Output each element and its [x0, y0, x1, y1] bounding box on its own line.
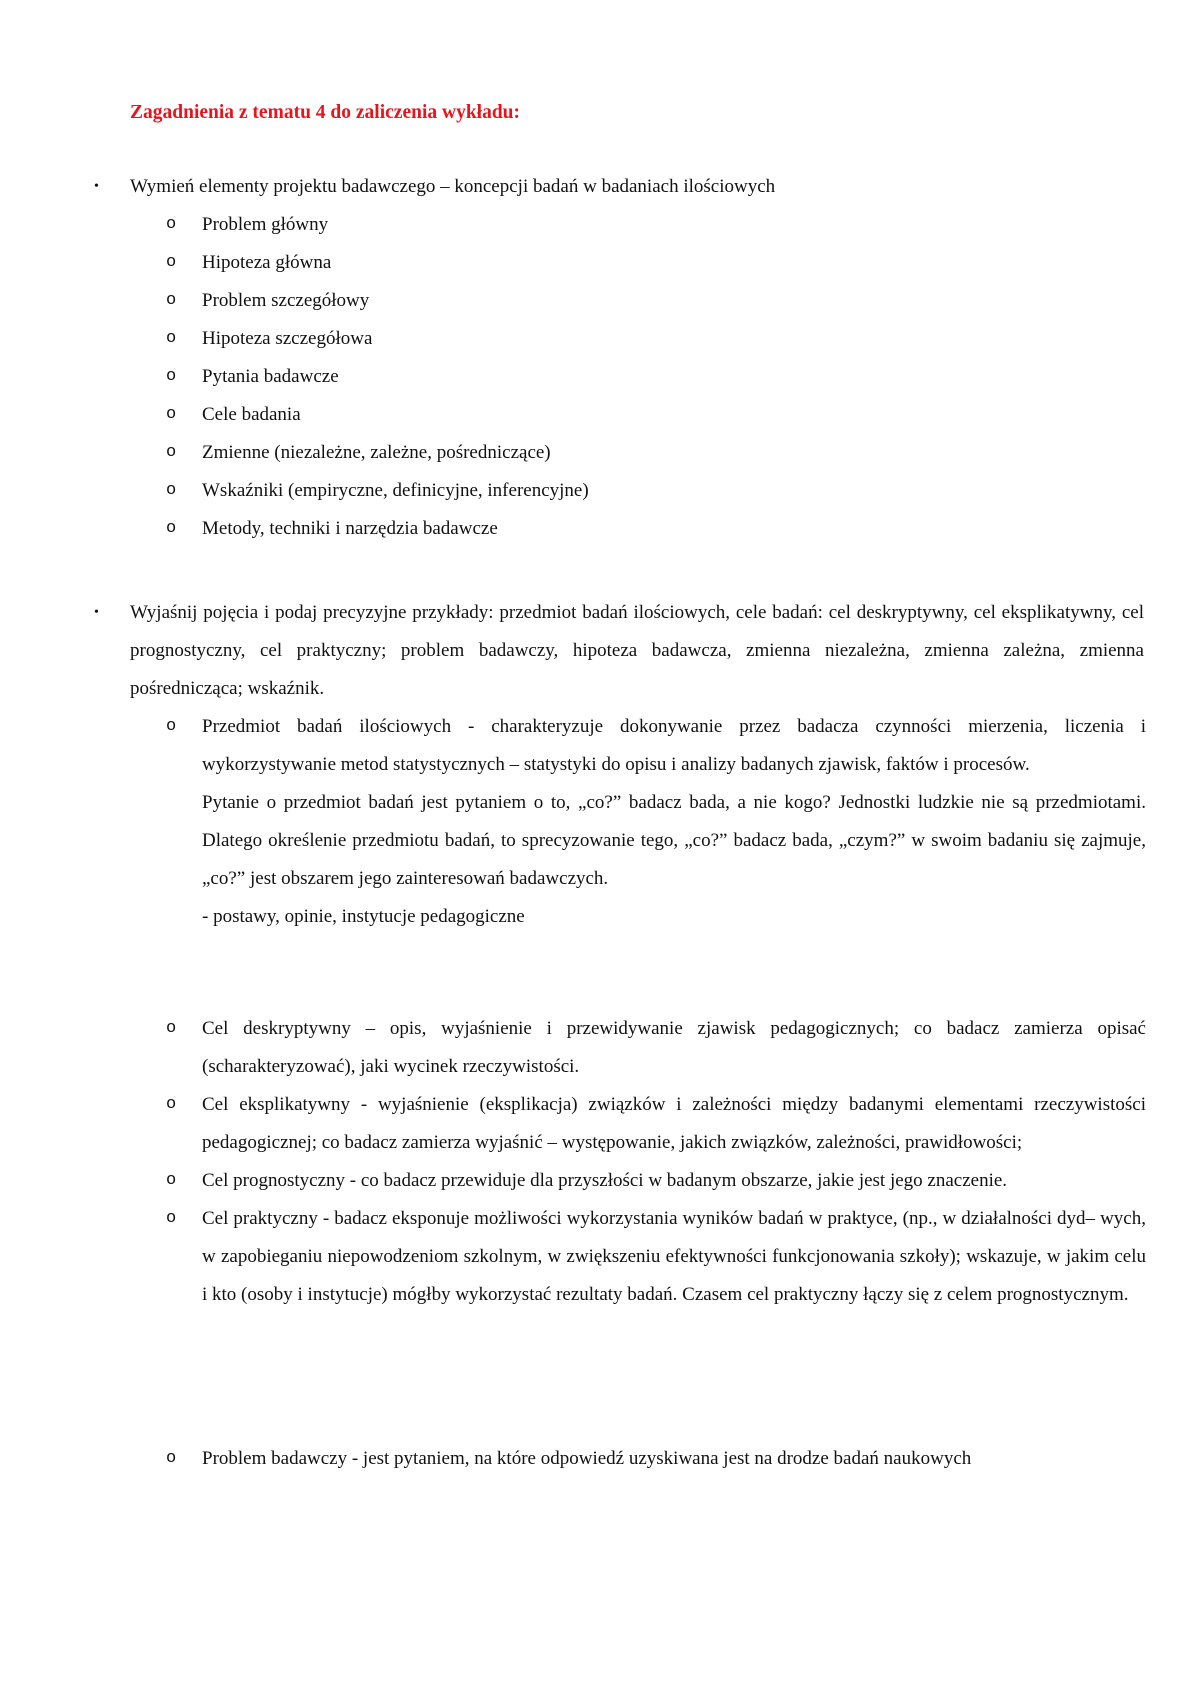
- sublist-item-problem: [166, 1440, 1146, 1478]
- page-title: Zagadnienia z tematu 4 do zaliczenia wykładu:: [130, 102, 521, 123]
- sublist-item: [166, 206, 1146, 244]
- przedmiot-paragraph: Pytanie o przedmiot badań jest pytaniem o to, „co?” badacz bada, a nie kogo? Jednostki ludzkie nie są przedmiotami. Dlatego określenie przedmiotu badań, to sprecyzowanie tego, „co?” badacz bada, „czym?” w swoim badaniu się zajmuje, „co?” jest obszarem jego zainteresowań badawczych.: [202, 792, 1146, 889]
- cel-deskryptywny-text: Cel deskryptywny – opis, wyjaśnienie i przewidywanie zjawisk pedagogicznych; co badacz zamierza opisać (scharakteryzować), jaki wycinek rzeczywistości.: [202, 1018, 1146, 1077]
- sublist-item: [166, 434, 1146, 472]
- sublist-item: [166, 320, 1146, 358]
- przedmiot-example: - postawy, opinie, instytucje pedagogiczne: [202, 906, 525, 927]
- sublist-item: [166, 282, 1146, 320]
- sub-marker: o: [166, 481, 177, 500]
- sublist-item: [166, 358, 1146, 396]
- sublist-item-cel: [166, 1010, 1146, 1086]
- sublist-item: [166, 244, 1146, 282]
- sub-marker: o: [166, 443, 177, 462]
- sub-marker: o: [166, 329, 177, 348]
- sublist-item-text: Cele badania: [202, 404, 301, 425]
- sublist-item: [166, 396, 1146, 434]
- sublist-item-przedmiot: [166, 708, 1146, 784]
- sublist-item-text: Problem główny: [202, 214, 329, 235]
- sub-marker: o: [166, 1209, 177, 1228]
- sub-marker: o: [166, 1019, 177, 1038]
- sublist-item-text: Pytania badawcze: [202, 366, 339, 387]
- bullet-marker: •: [94, 179, 99, 194]
- sub-marker: o: [166, 215, 177, 234]
- sublist-item-cel: [166, 1086, 1146, 1162]
- sublist-item-text: Metody, techniki i narzędzia badawcze: [202, 518, 498, 539]
- sub-marker: o: [166, 1171, 177, 1190]
- bullet-2-sublist-cele: [166, 1010, 1146, 1314]
- bullet-1-sublist: [166, 206, 1146, 548]
- sublist-item-cel: [166, 1162, 1146, 1200]
- sub-marker: o: [166, 253, 177, 272]
- sublist-item-text: Wskaźniki (empiryczne, definicyjne, inferencyjne): [202, 480, 589, 501]
- sub-marker: o: [166, 405, 177, 424]
- sublist-item-text: Hipoteza główna: [202, 252, 332, 273]
- sublist-item: [166, 510, 1146, 548]
- sub-marker: o: [166, 717, 177, 736]
- przedmiot-definition: Przedmiot badań ilościowych - charakteryzuje dokonywanie przez badacza czynności mierzenia, liczenia i wykorzystywanie metod statystycznych – statystyki do opisu i analizy badanych zjawisk, faktów i procesów.: [202, 716, 1146, 775]
- sublist-item-text: Problem szczegółowy: [202, 290, 370, 311]
- sub-marker: o: [166, 1095, 177, 1114]
- bullet-2-text: Wyjaśnij pojęcia i podaj precyzyjne przykłady: przedmiot badań ilościowych, cele badań: cel deskryptywny, cel eksplikatywny, cel prognostyczny, cel praktyczny; problem badawczy, hipoteza badawcza, zmienna niezależna, zmienna zależna, zmienna pośrednicząca; wskaźnik.: [130, 602, 1144, 699]
- sublist-item-text: Zmienne (niezależne, zależne, pośredniczące): [202, 442, 551, 463]
- bullet-2-sublist-przedmiot: [166, 708, 1146, 936]
- sub-marker: o: [166, 1449, 177, 1468]
- sub-marker: o: [166, 367, 177, 386]
- cel-prognostyczny-text: Cel prognostyczny - co badacz przewiduje dla przyszłości w badanym obszarze, jakie jest jego znaczenie.: [202, 1170, 1008, 1191]
- list-item-bullet-1: [94, 168, 1144, 206]
- cel-eksplikatywny-text: Cel eksplikatywny - wyjaśnienie (eksplikacja) związków i zależności między badanymi elementami rzeczywistości pedagogicznej; co badacz zamierza wyjaśnić – występowanie, jakich związków, zależności, prawidłowości;: [202, 1094, 1146, 1153]
- bullet-2-sublist-problem: [166, 1440, 1146, 1478]
- bullet-1-text: Wymień elementy projektu badawczego – koncepcji badań w badaniach ilościowych: [130, 176, 776, 197]
- sublist-item: [166, 472, 1146, 510]
- cel-praktyczny-text: Cel praktyczny - badacz eksponuje możliwości wykorzystania wyników badań w praktyce, (np., w działalności dyd– wych, w zapobieganiu niepowodzeniom szkolnym, w zwiększeniu efektywności funkcjonowania szkoły); wskazuje, w jakim celu i kto (osoby i instytucje) mógłby wykorzystać rezultaty badań. Czasem cel praktyczny łączy się z celem prognostycznym.: [202, 1208, 1146, 1305]
- sub-marker: o: [166, 291, 177, 310]
- list-item-bullet-2: [94, 594, 1144, 708]
- bullet-marker: •: [94, 605, 99, 620]
- sub-marker: o: [166, 519, 177, 538]
- problem-badawczy-text: Problem badawczy - jest pytaniem, na które odpowiedź uzyskiwana jest na drodze badań naukowych: [202, 1448, 972, 1469]
- sublist-item-cel: [166, 1200, 1146, 1314]
- sublist-item-text: Hipoteza szczegółowa: [202, 328, 373, 349]
